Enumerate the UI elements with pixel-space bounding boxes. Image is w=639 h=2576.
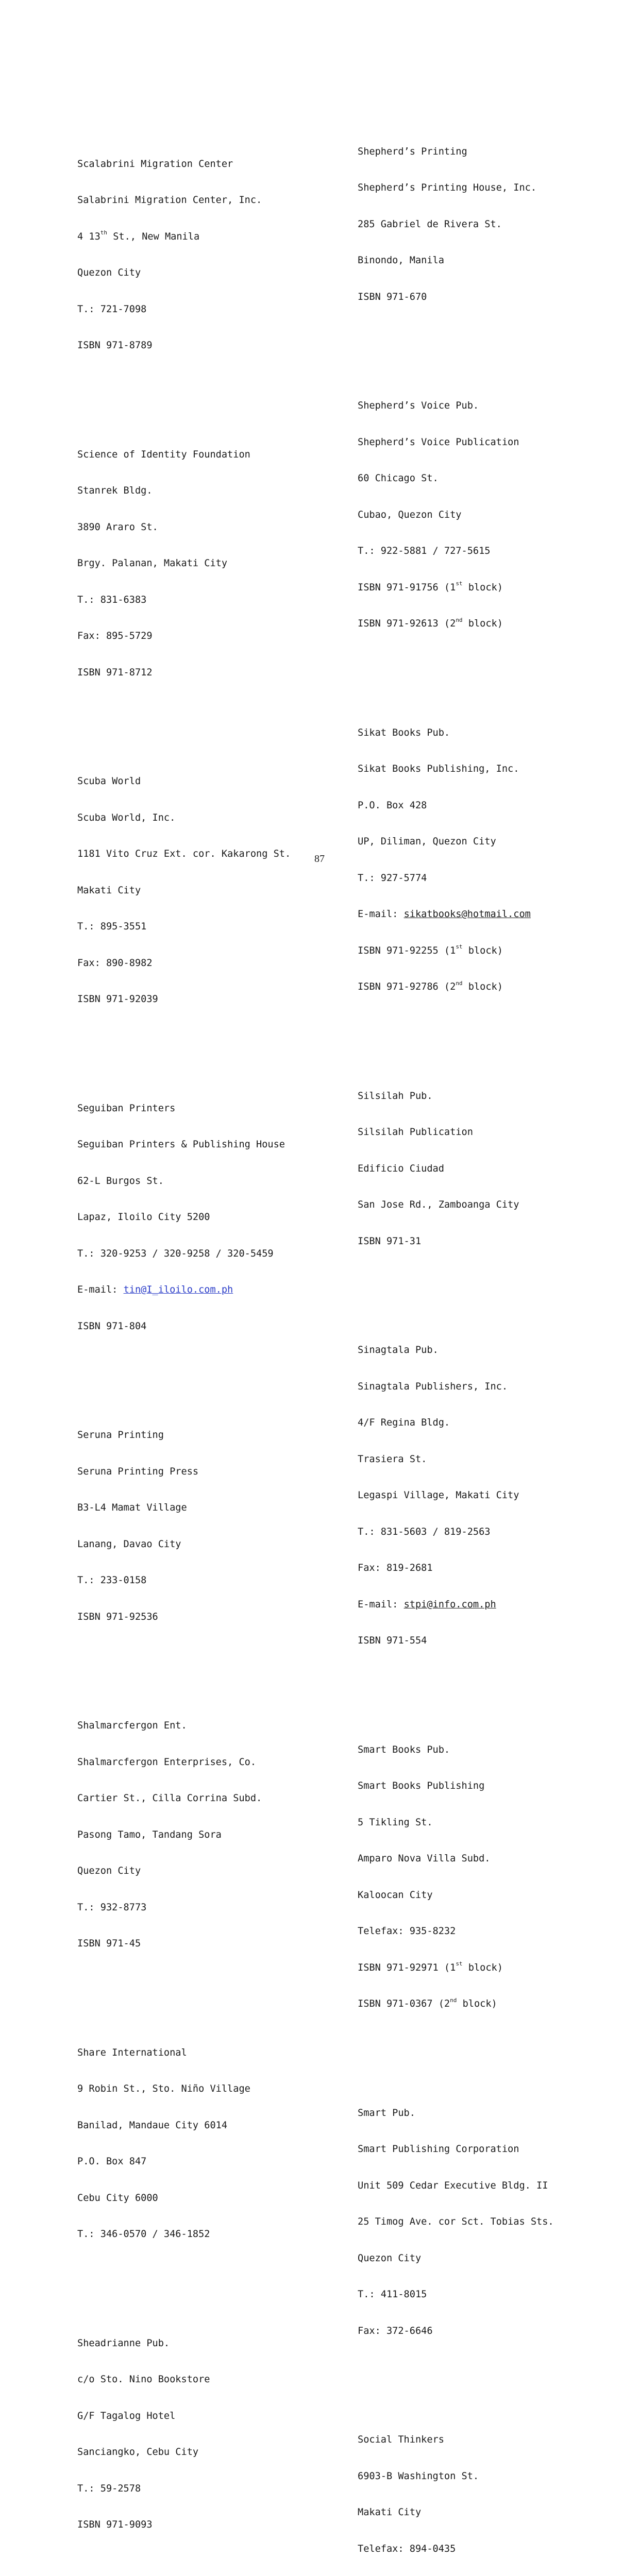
entry-silsilah [358,1066,554,1272]
email-link[interactable]: stpi@info.com.ph [403,1599,496,1610]
entry-street: 5 Tikling St. [358,1817,433,1828]
entry-city: UP, Diliman, Quezon City [358,836,496,847]
entry-isbn: ISBN 971-804 [77,1320,147,1332]
entry-tel: T.: 831-5603 / 819-2563 [358,1526,491,1537]
entry-isbn: ISBN 971-92536 [77,1611,158,1622]
entry-name: Seguiban Printers [77,1103,176,1114]
entry-city: Quezon City [358,2252,422,2264]
entry-building: 4/F Regina Bldg. [358,1417,450,1428]
entry-tel: T.: 927-5774 [358,872,427,884]
entry-smart-books [358,1720,554,2035]
entry-full-name: Smart Publishing Corporation [358,2144,519,2155]
entry-name: Scuba World [77,776,141,787]
email-link[interactable]: tin@I_iloilo.com.ph [123,1284,233,1295]
entry-isbn: ISBN 971-9093 [77,2519,153,2530]
entry-isbn-2: ISBN 971-92786 (2nd block) [358,979,503,992]
entry-street: Cartier St., Cilla Corrina Subd. [77,1793,262,1804]
entry-pobox: P.O. Box 847 [77,2156,147,2167]
entry-full-name: Sikat Books Publishing, Inc. [358,764,519,774]
entry-name: Smart Pub. [358,2107,415,2119]
entry-street: 1181 Vito Cruz Ext. cor. Kakarong St. [77,849,291,859]
entry-street: 3890 Araro St. [77,521,158,533]
entry-full-name: Salabrini Migration Center, Inc. [77,195,262,206]
left-column [77,97,291,2576]
entry-tel: T.: 922-5881 / 727-5615 [358,546,491,556]
entry-building: Edificio Ciudad [358,1163,444,1174]
entry-area: Pasong Tamo, Tandang Sora [77,1829,222,1840]
entry-smart-pub [358,2083,554,2362]
entry-city: Binondo, Manila [358,255,444,266]
entry-isbn: ISBN 971-670 [358,291,427,302]
entry-name: Shepherd’s Printing [358,146,467,157]
entry-name: Share International [77,2047,187,2058]
entry-scuba-world [77,751,291,1030]
entry-name: Seruna Printing [77,1430,164,1440]
entry-seguiban-printers [77,1078,291,1357]
entry-isbn: ISBN 971-31 [358,1235,422,1247]
entry-street: 25 Timog Ave. cor Sct. Tobias Sts. [358,2216,554,2227]
entry-street: 285 Gabriel de Rivera St. [358,218,502,230]
page-number: 87 [314,853,325,865]
entry-city: San Jose Rd., Zamboanga City [358,1199,519,1210]
entry-isbn-2: ISBN 971-0367 (2nd block) [358,1996,497,2009]
entry-social-thinkers [358,2410,554,2576]
entry-full-name: Seguiban Printers & Publishing House [77,1139,285,1150]
entry-street: 6903-B Washington St. [358,2470,479,2482]
entry-street: B3-L4 Mamat Village [77,1502,187,1513]
entry-sheadrianne [77,2313,291,2555]
entry-name: Shalmarcfergon Ent. [77,1720,187,1731]
entry-tel: T.: 233-0158 [77,1575,147,1586]
entry-seruna-printing [77,1405,291,1647]
entry-address: 4 13th St., New Manila [77,229,200,242]
entry-name: Social Thinkers [358,2434,444,2445]
entry-isbn-1: ISBN 971-92255 (1st block) [358,943,503,956]
entry-tel: T.: 831-6383 [77,594,147,605]
entry-tel: T.: 346-0570 / 346-1852 [77,2229,210,2240]
entry-isbn-1: ISBN 971-91756 (1st block) [358,580,503,593]
entry-tel: T.: 895-3551 [77,921,147,932]
entry-name: Silsilah Pub. [358,1090,433,1101]
entry-tel: T.: 320-9253 / 320-9258 / 320-5459 [77,1248,274,1259]
email-link[interactable]: sikatbooks@hotmail.com [403,909,531,920]
entry-tel: T.: 59-2578 [77,2483,141,2494]
entry-full-name: Silsilah Publication [358,1127,473,1138]
entry-city: Brgy. Palanan, Makati City [77,558,228,569]
entry-full-name: Smart Books Publishing [358,1781,485,1791]
entry-isbn: ISBN 971-8712 [77,667,153,678]
entry-building: Stanrek Bldg. [77,485,153,496]
entry-city: Legaspi Village, Makati City [358,1490,519,1501]
entry-isbn: ISBN 971-92039 [77,994,158,1005]
entry-fax: Fax: 890-8982 [77,957,153,969]
entry-subd: Amparo Nova Villa Subd. [358,1853,491,1864]
entry-city: Quezon City [77,267,141,278]
right-column [358,85,554,2576]
entry-email: E-mail: stpi@info.com.ph [358,1599,496,1610]
entry-name: Smart Books Pub. [358,1744,450,1755]
entry-city: Cubao, Quezon City [358,509,462,520]
entry-isbn: ISBN 971-45 [77,1938,141,1949]
entry-shepherds-voice [358,376,554,654]
entry-street: Trasiera St. [358,1453,427,1465]
entry-fax: Fax: 895-5729 [77,631,153,641]
entry-name: Scalabrini Migration Center [77,158,233,170]
entry-building: Unit 509 Cedar Executive Bldg. II [358,2180,548,2191]
entry-name: Sinagtala Pub. [358,1345,439,1355]
entry-street: 62-L Burgos St. [77,1175,164,1187]
entry-pobox: P.O. Box 428 [358,800,427,811]
entry-tel: T.: 932-8773 [77,1902,147,1913]
entry-street: 60 Chicago St. [358,473,439,484]
entry-name: Science of Identity Foundation [77,449,250,460]
entry-city-2: Cebu City 6000 [77,2192,158,2204]
entry-science-of-identity [77,425,291,703]
entry-isbn: ISBN 971-554 [358,1635,427,1646]
entry-name: Sikat Books Pub. [358,727,450,738]
entry-full-name: Sinagtala Publishers, Inc. [358,1381,508,1392]
entry-email: E-mail: sikatbooks@hotmail.com [358,909,531,920]
entry-care-of: c/o Sto. Nino Bookstore [77,2374,210,2385]
entry-isbn-1: ISBN 971-92971 (1st block) [358,1960,503,1973]
entry-telefax: Telefax: 894-0435 [358,2543,456,2554]
entry-city: Quezon City [77,1866,141,1876]
entry-tel: T.: 411-8015 [358,2289,427,2300]
entry-shalmarcfergon [77,1696,291,1974]
entry-street: 9 Robin St., Sto. Niño Village [77,2083,250,2094]
entry-isbn: ISBN 971-8789 [77,340,153,351]
entry-building: G/F Tagalog Hotel [77,2410,176,2421]
entry-full-name: Shepherd’s Voice Publication [358,436,519,448]
entry-full-name: Shepherd’s Printing House, Inc. [358,182,537,193]
entry-full-name: Shalmarcfergon Enterprises, Co. [77,1756,257,1768]
entry-name: Shepherd’s Voice Pub. [358,400,479,411]
entry-full-name: Seruna Printing Press [77,1466,199,1477]
entry-full-name: Scuba World, Inc. [77,812,176,823]
entry-city: Makati City [358,2507,422,2518]
entry-city: Banilad, Mandaue City 6014 [77,2120,228,2131]
entry-sinagtala [358,1320,554,1671]
entry-city: Makati City [77,885,141,896]
entry-tel: T.: 721-7098 [77,303,147,315]
entry-city: Kaloocan City [358,1889,433,1901]
entry-city: Lapaz, Iloilo City 5200 [77,1212,210,1223]
entry-name: Sheadrianne Pub. [77,2337,170,2349]
entry-isbn-2: ISBN 971-92613 (2nd block) [358,616,503,629]
entry-telefax: Telefax: 935-8232 [358,1926,456,1937]
entry-fax: Fax: 819-2681 [358,1563,433,1573]
entry-city: Lanang, Davao City [77,1538,181,1550]
entry-city: Sanciangko, Cebu City [77,2447,199,2458]
entry-shepherds-printing [358,122,554,328]
entry-fax: Fax: 372-6646 [358,2325,433,2336]
entry-scalabrini [77,134,291,376]
entry-email: E-mail: tin@I_iloilo.com.ph [77,1284,233,1295]
entry-share-international [77,2023,291,2265]
